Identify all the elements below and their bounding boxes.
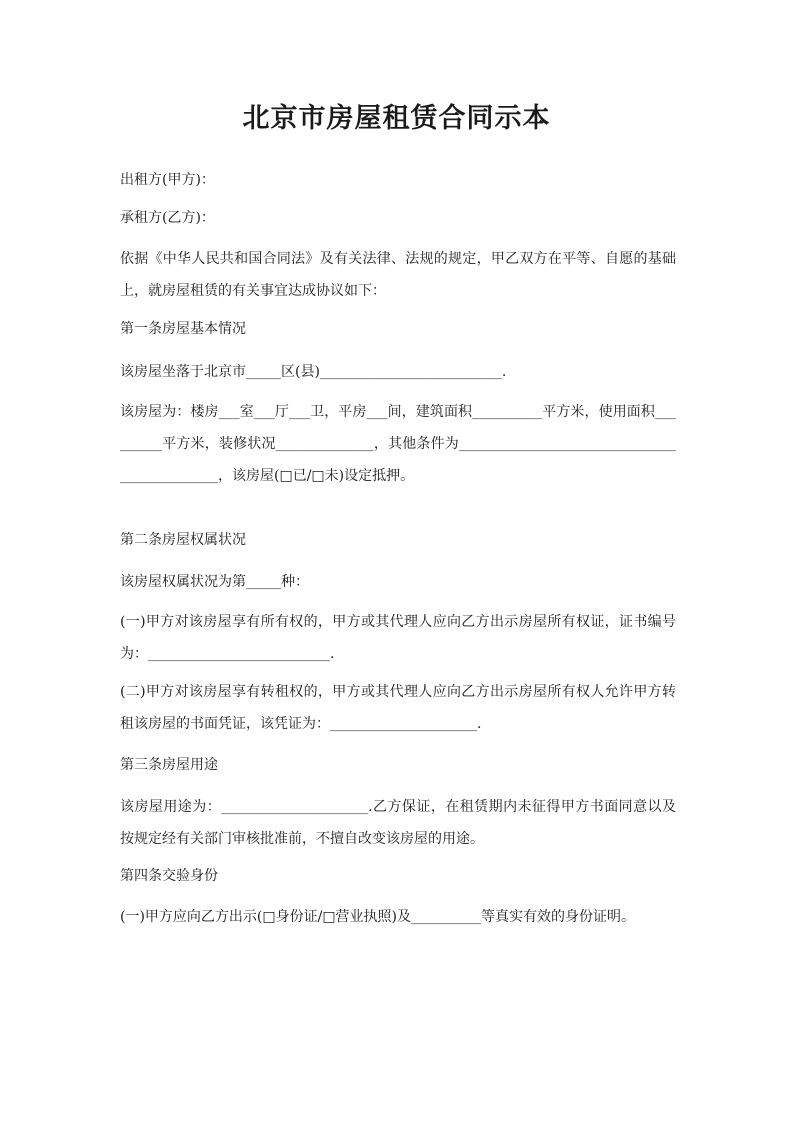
ownership-type-line: 该房屋权属状况为第_____种：: [120, 574, 309, 590]
party-b-line: 承租方(乙方)：: [120, 210, 215, 226]
article-2-heading: 第二条房屋权属状况: [120, 532, 246, 548]
usage-paragraph: 该房屋用途为：_____________________.乙方保证，在租赁期内未征得甲方书面同意以及按规定经有关部门审核批准前，不擅自改变该房屋的用途。: [120, 799, 676, 847]
property-details-paragraph: 该房屋为：楼房___室___厅___卫，平房___间，建筑面积__________平方米，使用面积_________平方米，装修状况______________，其他条件为_____________________________________________，该房屋(□已/□未)设定抵押。: [120, 404, 676, 484]
property-location-line: 该房屋坐落于北京市_____区(县)__________________________.: [120, 364, 507, 380]
preamble-paragraph: 依据《中华人民共和国合同法》及有关法律、法规的规定，甲乙双方在平等、自愿的基础上，就房屋租赁的有关事宜达成协议如下：: [120, 251, 676, 299]
ownership-clause-1: (一)甲方对该房屋享有所有权的，甲方或其代理人应向乙方出示房屋所有权证，证书编号为：__________________________.: [120, 614, 676, 662]
party-a-line: 出租方(甲方)：: [120, 172, 215, 188]
document-title: 北京市房屋租赁合同示本: [242, 103, 551, 134]
article-3-heading: 第三条房屋用途: [120, 757, 218, 773]
ownership-clause-2: (二)甲方对该房屋享有转租权的，甲方或其代理人应向乙方出示房屋所有权人允许甲方转租该房屋的书面凭证，该凭证为：_____________________.: [120, 684, 676, 732]
article-1-heading: 第一条房屋基本情况: [120, 321, 246, 337]
identity-clause-1: (一)甲方应向乙方出示(□身份证/□营业执照)及__________等真实有效的身份证明。: [120, 909, 636, 925]
article-4-heading: 第四条交验身份: [120, 868, 218, 884]
